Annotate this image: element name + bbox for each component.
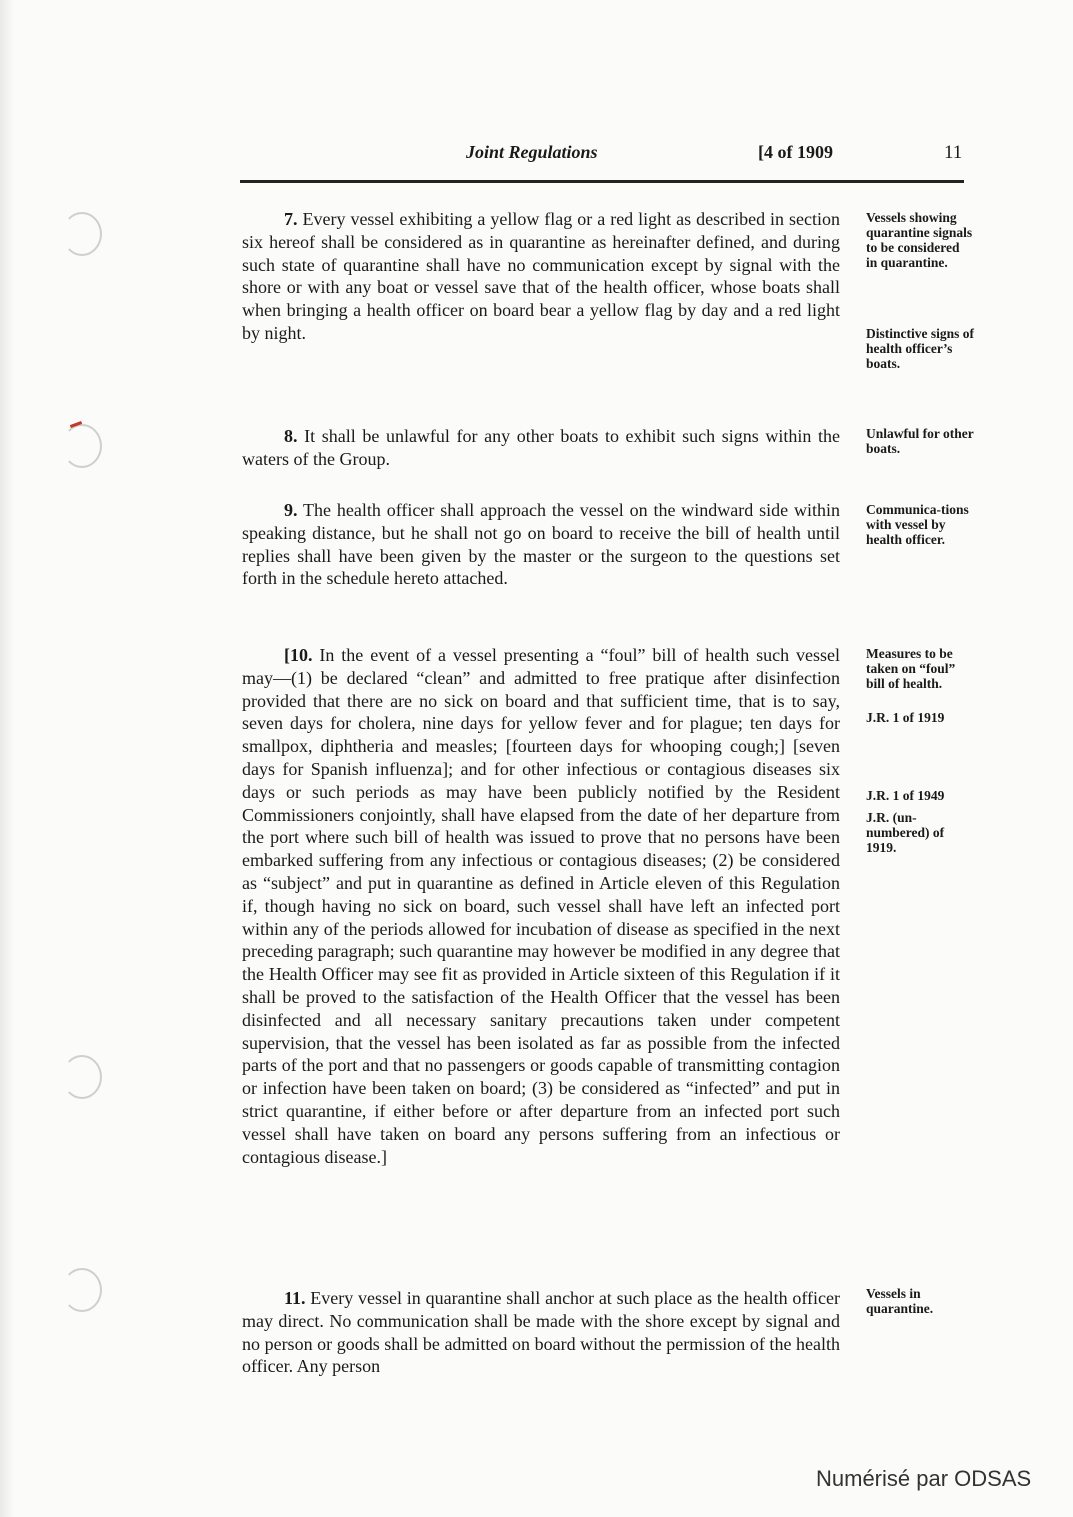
page-left-edge: [0, 0, 14, 1517]
section-text: Every vessel in quarantine shall anchor at such place as the health officer may direct. No communication shall be made with the shore except by signal and no person or goods shall be admitted on board without the permission of the health officer. Any person: [242, 1288, 840, 1377]
marginal-note: J.R. 1 of 1949: [866, 788, 945, 803]
section-11: [242, 1287, 840, 1378]
act-reference: [4 of 1909: [758, 142, 833, 162]
header-rule: [240, 180, 964, 183]
marginal-note: Vessels showing quarantine signals to be considered in quarantine.: [866, 210, 973, 270]
section-text: The health officer shall approach the vessel on the windward side within speaking distance, but he shall not go on board to receive the bill of health until replies shall have been given by the master or the surgeon to the questions set forth in the schedule hereto attached.: [242, 500, 840, 589]
section-number: 9.: [284, 500, 298, 520]
marginal-note: Communica-tions with vessel by health officer.: [866, 502, 969, 547]
running-title: Joint Regulations: [466, 142, 598, 162]
section-text: Every vessel exhibiting a yellow flag or a red light as described in section six hereof shall be considered as in quarantine as hereinafter defined, and during such state of quarantine shall have no communication except by signal with the shore or with any boat or vessel save that of the health officer, whose boats shall when bringing a health officer on board bear a yellow flag by day and a red light by night.: [242, 209, 841, 343]
section-text: In the event of a vessel presenting a “foul” bill of health such vessel may—(1) be declared “clean” and admitted to free pratique after disinfection provided that there are no sick on board and that sufficient time, that is to say, seven days for cholera, nine days for yellow fever and for plague; ten days for smallpox, diphtheria and measles; [fourteen days for whooping cough;] [seven days for Spanish influenza]; and for other infectious or contagious diseases six days or such periods as may have been publicly notified by the Resident Commissioners conjointly, shall have elapsed from the date of her departure from the port where such bill of health was issued to prove that no persons have been embarked suffering from any infectious or contagious diseases; (2) be considered as “subject” and put in quarantine as defined in Article eleven of this Regulation if, though having no sick on board, such vessel shall have left an infected port within any of the periods allowed for incubation of disease as specified in the next preceding paragraph; such quarantine may however be modified in any degree that the Health Officer may see fit as provided in Article sixteen of this Regulation if it shall be proved to the satisfaction of the Health Officer that the vessel has been disinfected and all necessary sanitary precautions taken under competent supervision, that the vessel has been isolated as far as possible from the infected parts of the port and that no passengers or goods capable of transmitting contagion or infection have been taken on board; (3) be considered as “infected” and put in strict quarantine, if either before or after departure from an infected port such vessel shall have taken on board any persons suffering from an infectious or contagious disease.]: [242, 645, 840, 1167]
section-text: It shall be unlawful for any other boats to exhibit such signs within the waters of the Group.: [242, 426, 841, 469]
marginal-note: Measures to be taken on “foul” bill of health.: [866, 646, 956, 691]
binder-hole: [62, 424, 102, 468]
section-number: 11.: [284, 1288, 306, 1308]
binder-hole: [62, 1268, 102, 1312]
binder-hole: [62, 1055, 102, 1099]
marginal-note: J.R. 1 of 1919: [866, 710, 945, 725]
section-number: [10.: [284, 645, 313, 665]
section-7: [242, 208, 840, 345]
section-8: [242, 425, 840, 471]
page-number: 11: [944, 142, 963, 163]
marginal-note: Unlawful for other boats.: [866, 426, 974, 456]
section-10: [242, 644, 840, 1168]
digitization-credit: Numérisé par ODSAS: [816, 1466, 1032, 1491]
section-number: 7.: [284, 209, 298, 229]
section-9: [242, 499, 840, 590]
marginal-note: Vessels in quarantine.: [866, 1286, 934, 1316]
binder-hole: [62, 212, 102, 256]
section-number: 8.: [284, 426, 298, 446]
marginal-note: Distinctive signs of health officer’s boats.: [866, 326, 974, 371]
marginal-note: J.R. (un-numbered) of 1919.: [866, 810, 945, 855]
